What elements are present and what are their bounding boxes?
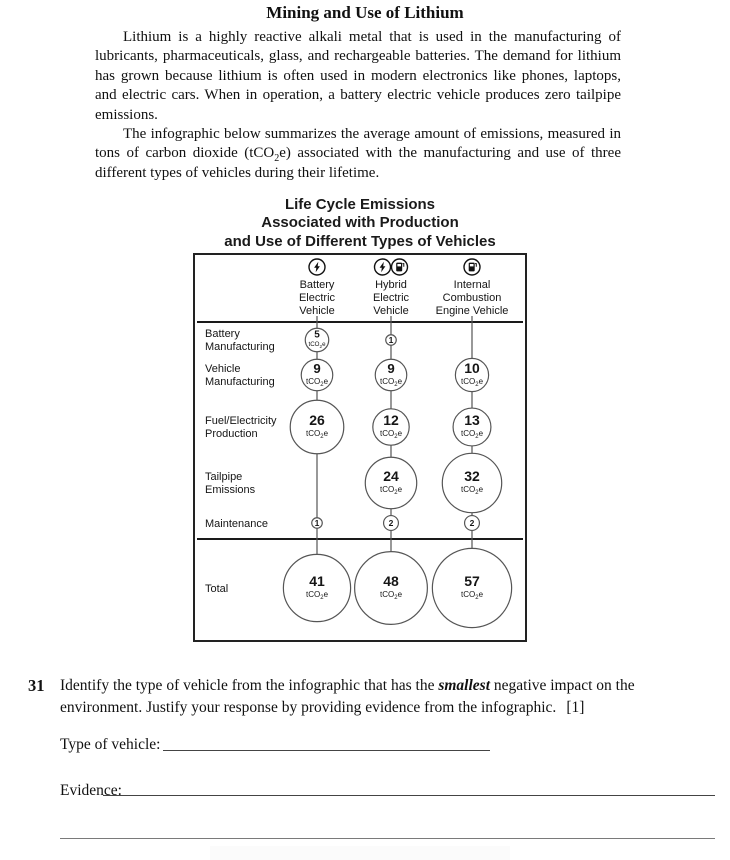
- column-header-label: Internal: [453, 278, 491, 291]
- bubble-value: 2: [388, 517, 394, 528]
- emission-bubble: [305, 328, 328, 351]
- bubble-unit: tCO$_2$e: [460, 428, 484, 440]
- bubble-unit: tCO$_2$e: [460, 376, 484, 388]
- bubble-unit: tCO$_2$e: [379, 376, 403, 388]
- row-label: Manufacturing: [205, 340, 275, 353]
- column-header-label: Hybrid: [375, 278, 407, 291]
- bubble-unit: tCO$_2$e: [379, 484, 403, 496]
- evidence-label: Evidence:: [60, 782, 122, 799]
- bubble-unit: tCO$_2$e: [305, 589, 329, 601]
- bubble-value: 41: [309, 572, 325, 589]
- row-label: Battery: [205, 327, 240, 340]
- row-label: Total: [205, 582, 229, 595]
- evidence-answer-line-1: [103, 795, 715, 796]
- infographic: [193, 196, 527, 642]
- bubble-unit: tCO$_2$e: [379, 428, 403, 440]
- bubble-value: 12: [383, 411, 399, 428]
- emission-bubble: [365, 457, 416, 508]
- bubble-value: 9: [387, 360, 395, 376]
- infographic-title: Life Cycle Emissions Associated with Production and Use of Different Types of Vehicles: [224, 196, 496, 250]
- emission-bubble: [455, 358, 488, 391]
- bubble-unit: tCO$_2$e: [308, 340, 326, 349]
- bubble-unit: tCO$_2$e: [305, 376, 329, 388]
- emission-bubble: [442, 453, 501, 512]
- bubble-unit: tCO$_2$e: [460, 589, 484, 601]
- emission-bubble: [301, 359, 333, 391]
- evidence-answer-line-2: [60, 838, 715, 839]
- emission-bubble: [384, 515, 399, 530]
- row-label: Production: [205, 427, 258, 440]
- bubble-value: 26: [309, 411, 325, 428]
- fuel-pump-icon: [392, 259, 408, 275]
- emission-bubble: [355, 552, 428, 625]
- infographic-svg: [195, 255, 525, 640]
- question-31: [28, 675, 694, 718]
- type-of-vehicle-answer-line: [163, 750, 490, 751]
- emission-bubble: [386, 335, 397, 346]
- scan-artifact: [210, 846, 510, 860]
- emission-bubble: [375, 359, 407, 391]
- infographic-frame: [193, 253, 527, 642]
- emission-bubble: [432, 548, 511, 627]
- bubble-unit: tCO$_2$e: [379, 589, 403, 601]
- paragraph-2: The infographic below summarizes the average amount of emissions, measured in tons of carbon dioxide (tCO$_2$e) associated with the manufacturing and use of three different types of vehicles during their lifetime.: [95, 126, 621, 181]
- question-number: 31: [28, 676, 45, 695]
- page-title: Mining and Use of Lithium: [266, 3, 464, 22]
- row-label: Emissions: [205, 483, 256, 496]
- paragraph-1: Lithium is a highly reactive alkali metal that is used in the manufacturing of lubricants, pharmaceuticals, glass, and rechargeable batteries. The demand for lithium has grown because lithium is often used in modern electronics like phones, laptops, and electric cars. When in operation, a battery electric vehicle produces zero tailpipe emissions.: [95, 29, 621, 123]
- emission-bubble: [283, 554, 350, 621]
- bubble-value: 13: [464, 411, 480, 428]
- column-header-label: Battery: [299, 278, 335, 291]
- column-header-label: Electric: [298, 291, 336, 304]
- bubble-value: 5: [314, 329, 320, 341]
- subscript-2: 2: [274, 153, 280, 165]
- row-label: Maintenance: [205, 517, 268, 530]
- type-of-vehicle-label: Type of vehicle:: [60, 736, 161, 753]
- bubble-value: 1: [388, 334, 394, 345]
- bubble-value: 9: [313, 360, 321, 376]
- bubble-unit: tCO$_2$e: [460, 484, 484, 496]
- row-label: Fuel/Electricity: [205, 414, 277, 427]
- bubble-value: 1: [314, 517, 320, 528]
- bubble-unit: tCO$_2$e: [305, 428, 329, 440]
- bubble-value: 24: [383, 467, 399, 484]
- electric-icon: [309, 259, 325, 275]
- column-header-label: Combustion: [442, 291, 502, 304]
- row-label: Tailpipe: [205, 470, 243, 483]
- fuel-pump-icon: [464, 259, 480, 275]
- emphasis-word: smallest: [438, 677, 490, 694]
- emission-bubble: [312, 518, 323, 529]
- bubble-value: 10: [464, 359, 480, 376]
- row-label: Manufacturing: [205, 375, 275, 388]
- column-header-label: Vehicle: [299, 304, 335, 317]
- points-badge: [1]: [566, 698, 585, 716]
- bubble-value: 48: [383, 572, 399, 589]
- column-header-label: Engine Vehicle: [435, 304, 509, 317]
- column-header-label: Electric: [372, 291, 410, 304]
- column-header-label: Vehicle: [373, 304, 409, 317]
- question-text: Identify the type of vehicle from the infographic that has the smallest negative impact on the environment. Justify your response by providing evidence from the infographic. [1]: [60, 677, 635, 716]
- emission-bubble: [373, 409, 409, 445]
- bubble-value: 57: [464, 572, 480, 589]
- emission-bubble: [290, 400, 344, 454]
- intro-paragraphs: [95, 28, 621, 183]
- bubble-value: 32: [464, 467, 480, 484]
- row-label: Vehicle: [205, 362, 241, 375]
- emission-bubble: [453, 408, 491, 446]
- bubble-value: 2: [469, 517, 475, 528]
- electric-icon: [375, 259, 391, 275]
- emission-bubble: [465, 515, 480, 530]
